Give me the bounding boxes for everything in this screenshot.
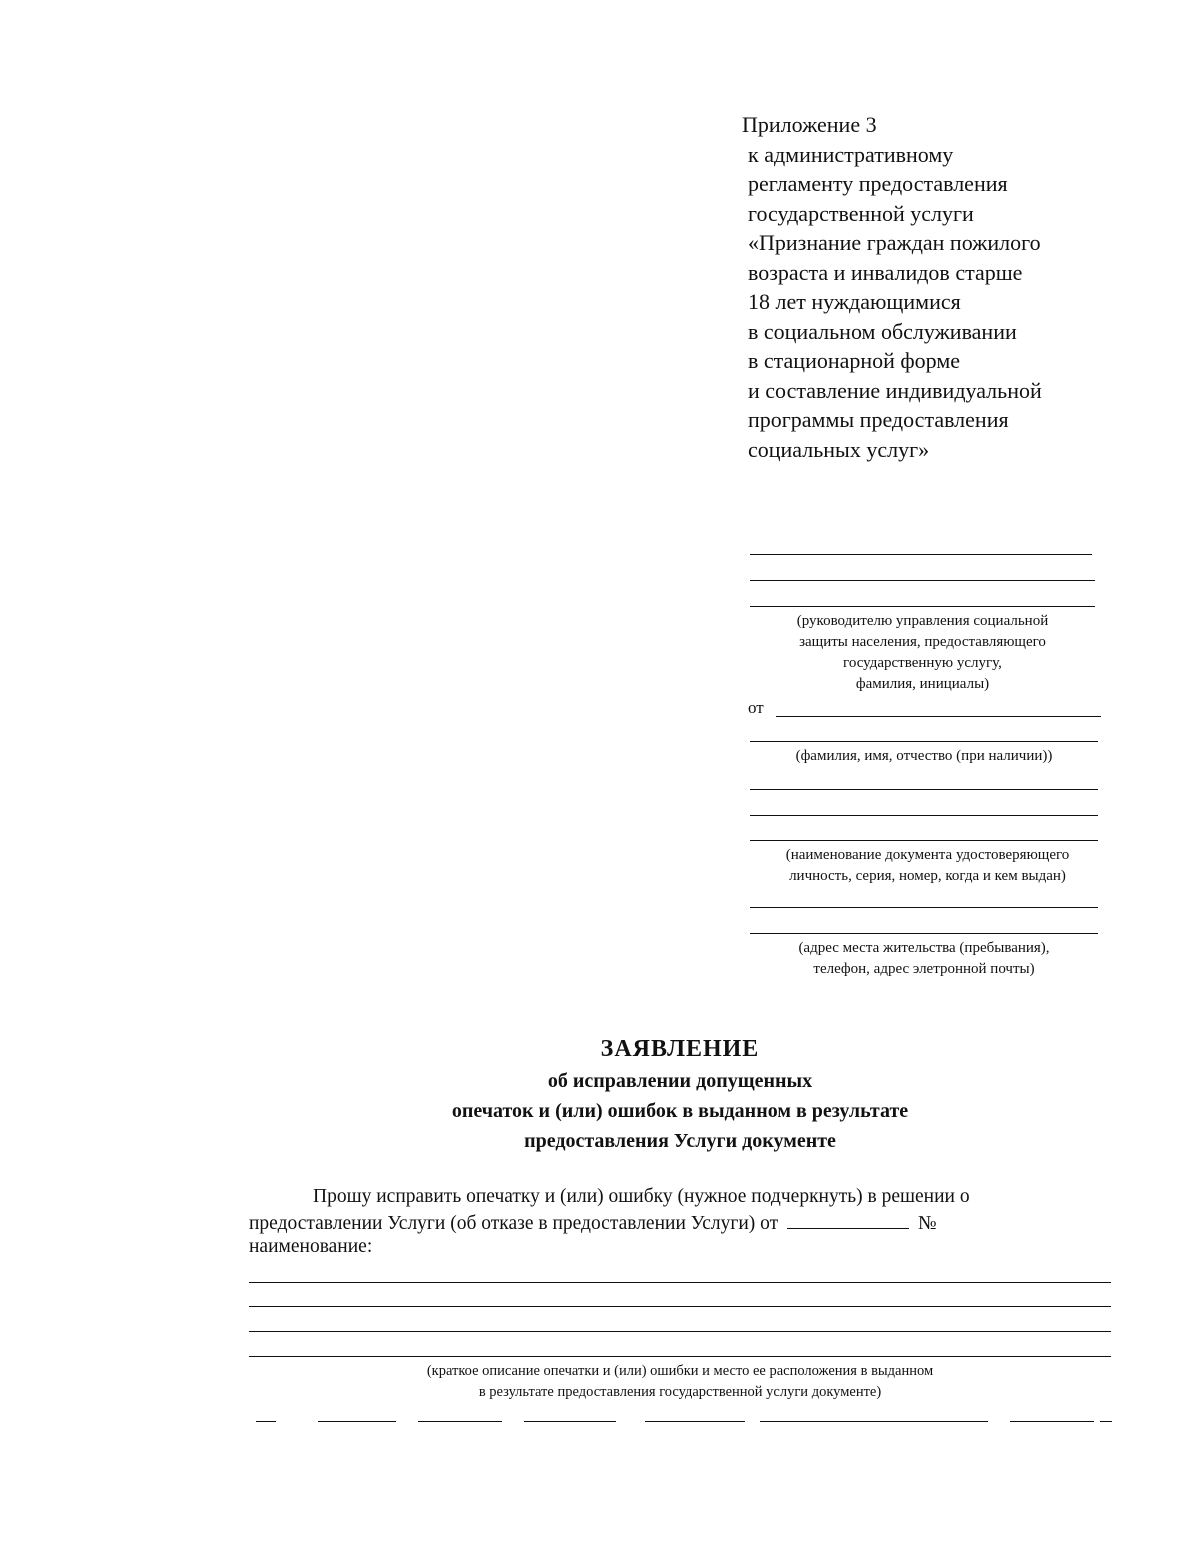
addressee-field-line[interactable] — [750, 580, 1095, 581]
applicant-name-field-line[interactable] — [750, 741, 1098, 742]
identity-document-field-line[interactable] — [750, 815, 1098, 816]
applicant-name-field-line[interactable] — [776, 716, 1101, 717]
request-text-fragment: предоставлении Услуги (об отказе в предоставлении Услуги) от — [249, 1213, 779, 1234]
signature-dash — [418, 1421, 502, 1422]
annex-line: в социальном обслуживании — [748, 318, 1017, 344]
decision-date-field[interactable] — [787, 1210, 909, 1229]
annex-header — [742, 110, 1162, 464]
signature-dash — [760, 1421, 988, 1422]
request-text-line: наименование: — [249, 1236, 373, 1257]
annex-line: к административному — [748, 141, 954, 167]
annex-line: регламенту предоставления — [748, 171, 1008, 196]
caption-line: (адрес места жительства (пребывания), — [798, 940, 1050, 956]
signature-dash — [1100, 1421, 1112, 1422]
address-caption — [750, 938, 1098, 980]
address-field-line[interactable] — [750, 933, 1098, 934]
identity-document-field-line[interactable] — [750, 789, 1098, 790]
signature-dash — [318, 1421, 396, 1422]
annex-line: государственной услуги — [748, 200, 974, 226]
description-field-line[interactable] — [249, 1282, 1111, 1283]
annex-line: в стационарной форме — [748, 348, 961, 373]
caption-line: личность, серия, номер, когда и кем выдан) — [789, 868, 1066, 884]
signature-dash — [524, 1421, 616, 1422]
document-title: ЗАЯВЛЕНИЕ — [600, 1036, 760, 1062]
applicant-name-caption: (фамилия, имя, отчество (при наличии)) — [795, 748, 1053, 764]
from-label: от — [748, 698, 764, 717]
addressee-field-line[interactable] — [750, 554, 1092, 555]
description-field-line[interactable] — [249, 1356, 1111, 1357]
annex-line: программы предоставления — [748, 407, 1009, 432]
caption-line: защиты населения, предоставляющего — [799, 634, 1046, 650]
annex-line: 18 лет нуждающимися — [748, 289, 961, 314]
annex-line: «Признание граждан пожилого — [748, 230, 1041, 255]
caption-line: (руководителю управления социальной — [796, 613, 1049, 629]
annex-line: возраста и инвалидов старше — [748, 259, 1023, 285]
description-field-line[interactable] — [249, 1331, 1111, 1332]
signature-dash — [645, 1421, 745, 1422]
identity-document-caption — [750, 845, 1105, 887]
annex-line: и составление индивидуальной — [748, 377, 1042, 403]
addressee-caption — [750, 611, 1095, 695]
caption-line: в результате предоставления государственной услуги документе) — [478, 1384, 882, 1400]
caption-line: государственную услугу, — [843, 655, 1002, 671]
addressee-field-line[interactable] — [750, 606, 1095, 607]
signature-dash — [256, 1421, 276, 1422]
request-text-line: Прошу исправить опечатку и (или) ошибку (нужное подчеркнуть) в решении о — [313, 1186, 970, 1207]
caption-line: (краткое описание опечатки и (или) ошибки и место ее расположения в выданном — [426, 1363, 934, 1379]
number-sign: № — [917, 1213, 937, 1234]
caption-line: фамилия, инициалы) — [855, 676, 990, 692]
document-subtitle-line: предоставления Услуги документе — [524, 1130, 836, 1152]
request-text-line — [249, 1210, 937, 1236]
signature-dash — [1010, 1421, 1094, 1422]
annex-line: Приложение 3 — [742, 112, 877, 137]
caption-line: (наименование документа удостоверяющего — [785, 847, 1070, 863]
identity-document-field-line[interactable] — [750, 840, 1098, 841]
caption-line: телефон, адрес элетронной почты) — [813, 961, 1035, 977]
document-subtitle-line: опечаток и (или) ошибок в выданном в результате — [451, 1100, 909, 1122]
description-field-line[interactable] — [249, 1306, 1111, 1307]
description-caption — [249, 1361, 1111, 1403]
annex-line: социальных услуг» — [748, 436, 930, 462]
document-subtitle-line: об исправлении допущенных — [547, 1070, 813, 1092]
address-field-line[interactable] — [750, 907, 1098, 908]
